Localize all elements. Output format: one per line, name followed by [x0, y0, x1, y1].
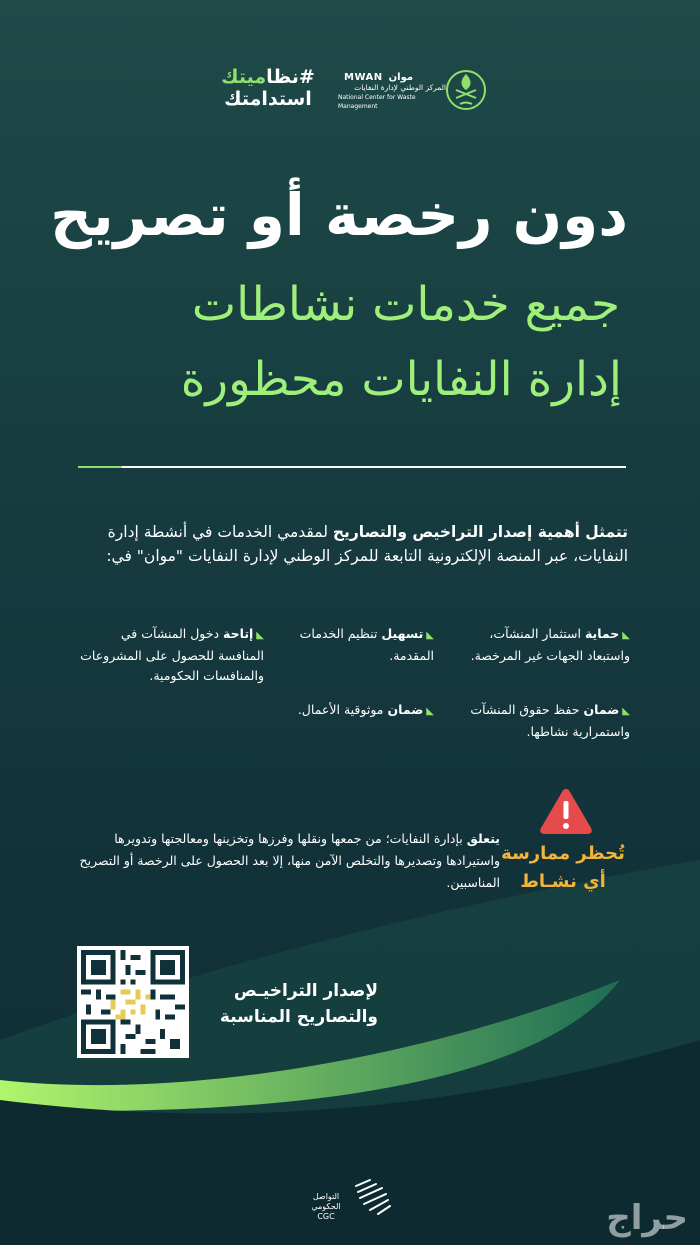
benefit-item: ◣ضمان موثوقية الأعمال. [297, 702, 434, 717]
warning-icon [538, 786, 594, 836]
qr-code[interactable] [77, 946, 189, 1058]
headline-line3: إدارة النفايات محظورة [180, 352, 622, 407]
warning-note [70, 828, 500, 894]
org-name-latin: MWAN [344, 72, 383, 83]
qr-code-icon [81, 950, 185, 1054]
org-full-en: National Center for Waste Management [338, 94, 416, 110]
header [0, 66, 700, 116]
hashtag-prefix: #نظا [266, 66, 315, 88]
headline-line2: جميع خدمات نشاطات [191, 277, 620, 332]
note-rest: بإدارة النفايات؛ من جمعها ونقلها وفرزها وتخزينها ومعالجتها وتدويرها واستيرادها وتصديرها والتخلص الآمن منها، إلا بعد الحصول على الرخصة أو التصريح المناسبين. [79, 831, 500, 890]
benefit-item: ◣إتاحة دخول المنشآت في المنافسة للحصول على المشروعات والمنافسات الحكومية. [80, 626, 264, 683]
intro-paragraph [72, 520, 628, 568]
saudi-emblem-icon [446, 68, 486, 112]
haraj-watermark: حراج [606, 1198, 688, 1238]
benefit-item: ◣ضمان حفظ حقوق المنشآت واستمرارية نشاطها. [470, 702, 630, 739]
hashtag-line2: استدامتك [224, 88, 312, 110]
org-logo-text [338, 72, 446, 111]
qr-label: لإصدار التراخيـص والتصاريح المناسبة [219, 981, 378, 1027]
divider [78, 466, 626, 468]
cgc-emblem-icon [350, 1172, 396, 1218]
hashtag-accent: ميتك [221, 66, 267, 88]
intro-rest: لمقدمي الخدمات في أنشطة إدارة النفايات، عبر المنصة الإلكترونية التابعة للمركز الوطني لإدارة النفايات "موان" في: [106, 523, 628, 565]
headline-line1: دون رخصة أو تصريح [50, 181, 628, 249]
intro-bold: تتمثل أهمية إصدار التراخيص والتصاريح [332, 523, 628, 541]
hashtag-logo [208, 66, 328, 110]
org-name-ar: موان [388, 72, 414, 83]
warning-title: تُحظر ممارسة أي نشـاط [501, 843, 625, 892]
benefits-grid [70, 624, 630, 754]
cgc-text: التواصل الحكومي CGC [311, 1192, 341, 1221]
cgc-logo [300, 1168, 400, 1224]
benefit-item: ◣حماية استثمار المنشآت، واستبعاد الجهات غير المرخصة. [470, 626, 630, 663]
note-bold: يتعلق [466, 831, 500, 846]
benefit-item: ◣تسهيل تنظيم الخدمات المقدمة. [299, 626, 434, 663]
org-full-ar: المركز الوطني لإدارة النفايات [354, 83, 446, 92]
